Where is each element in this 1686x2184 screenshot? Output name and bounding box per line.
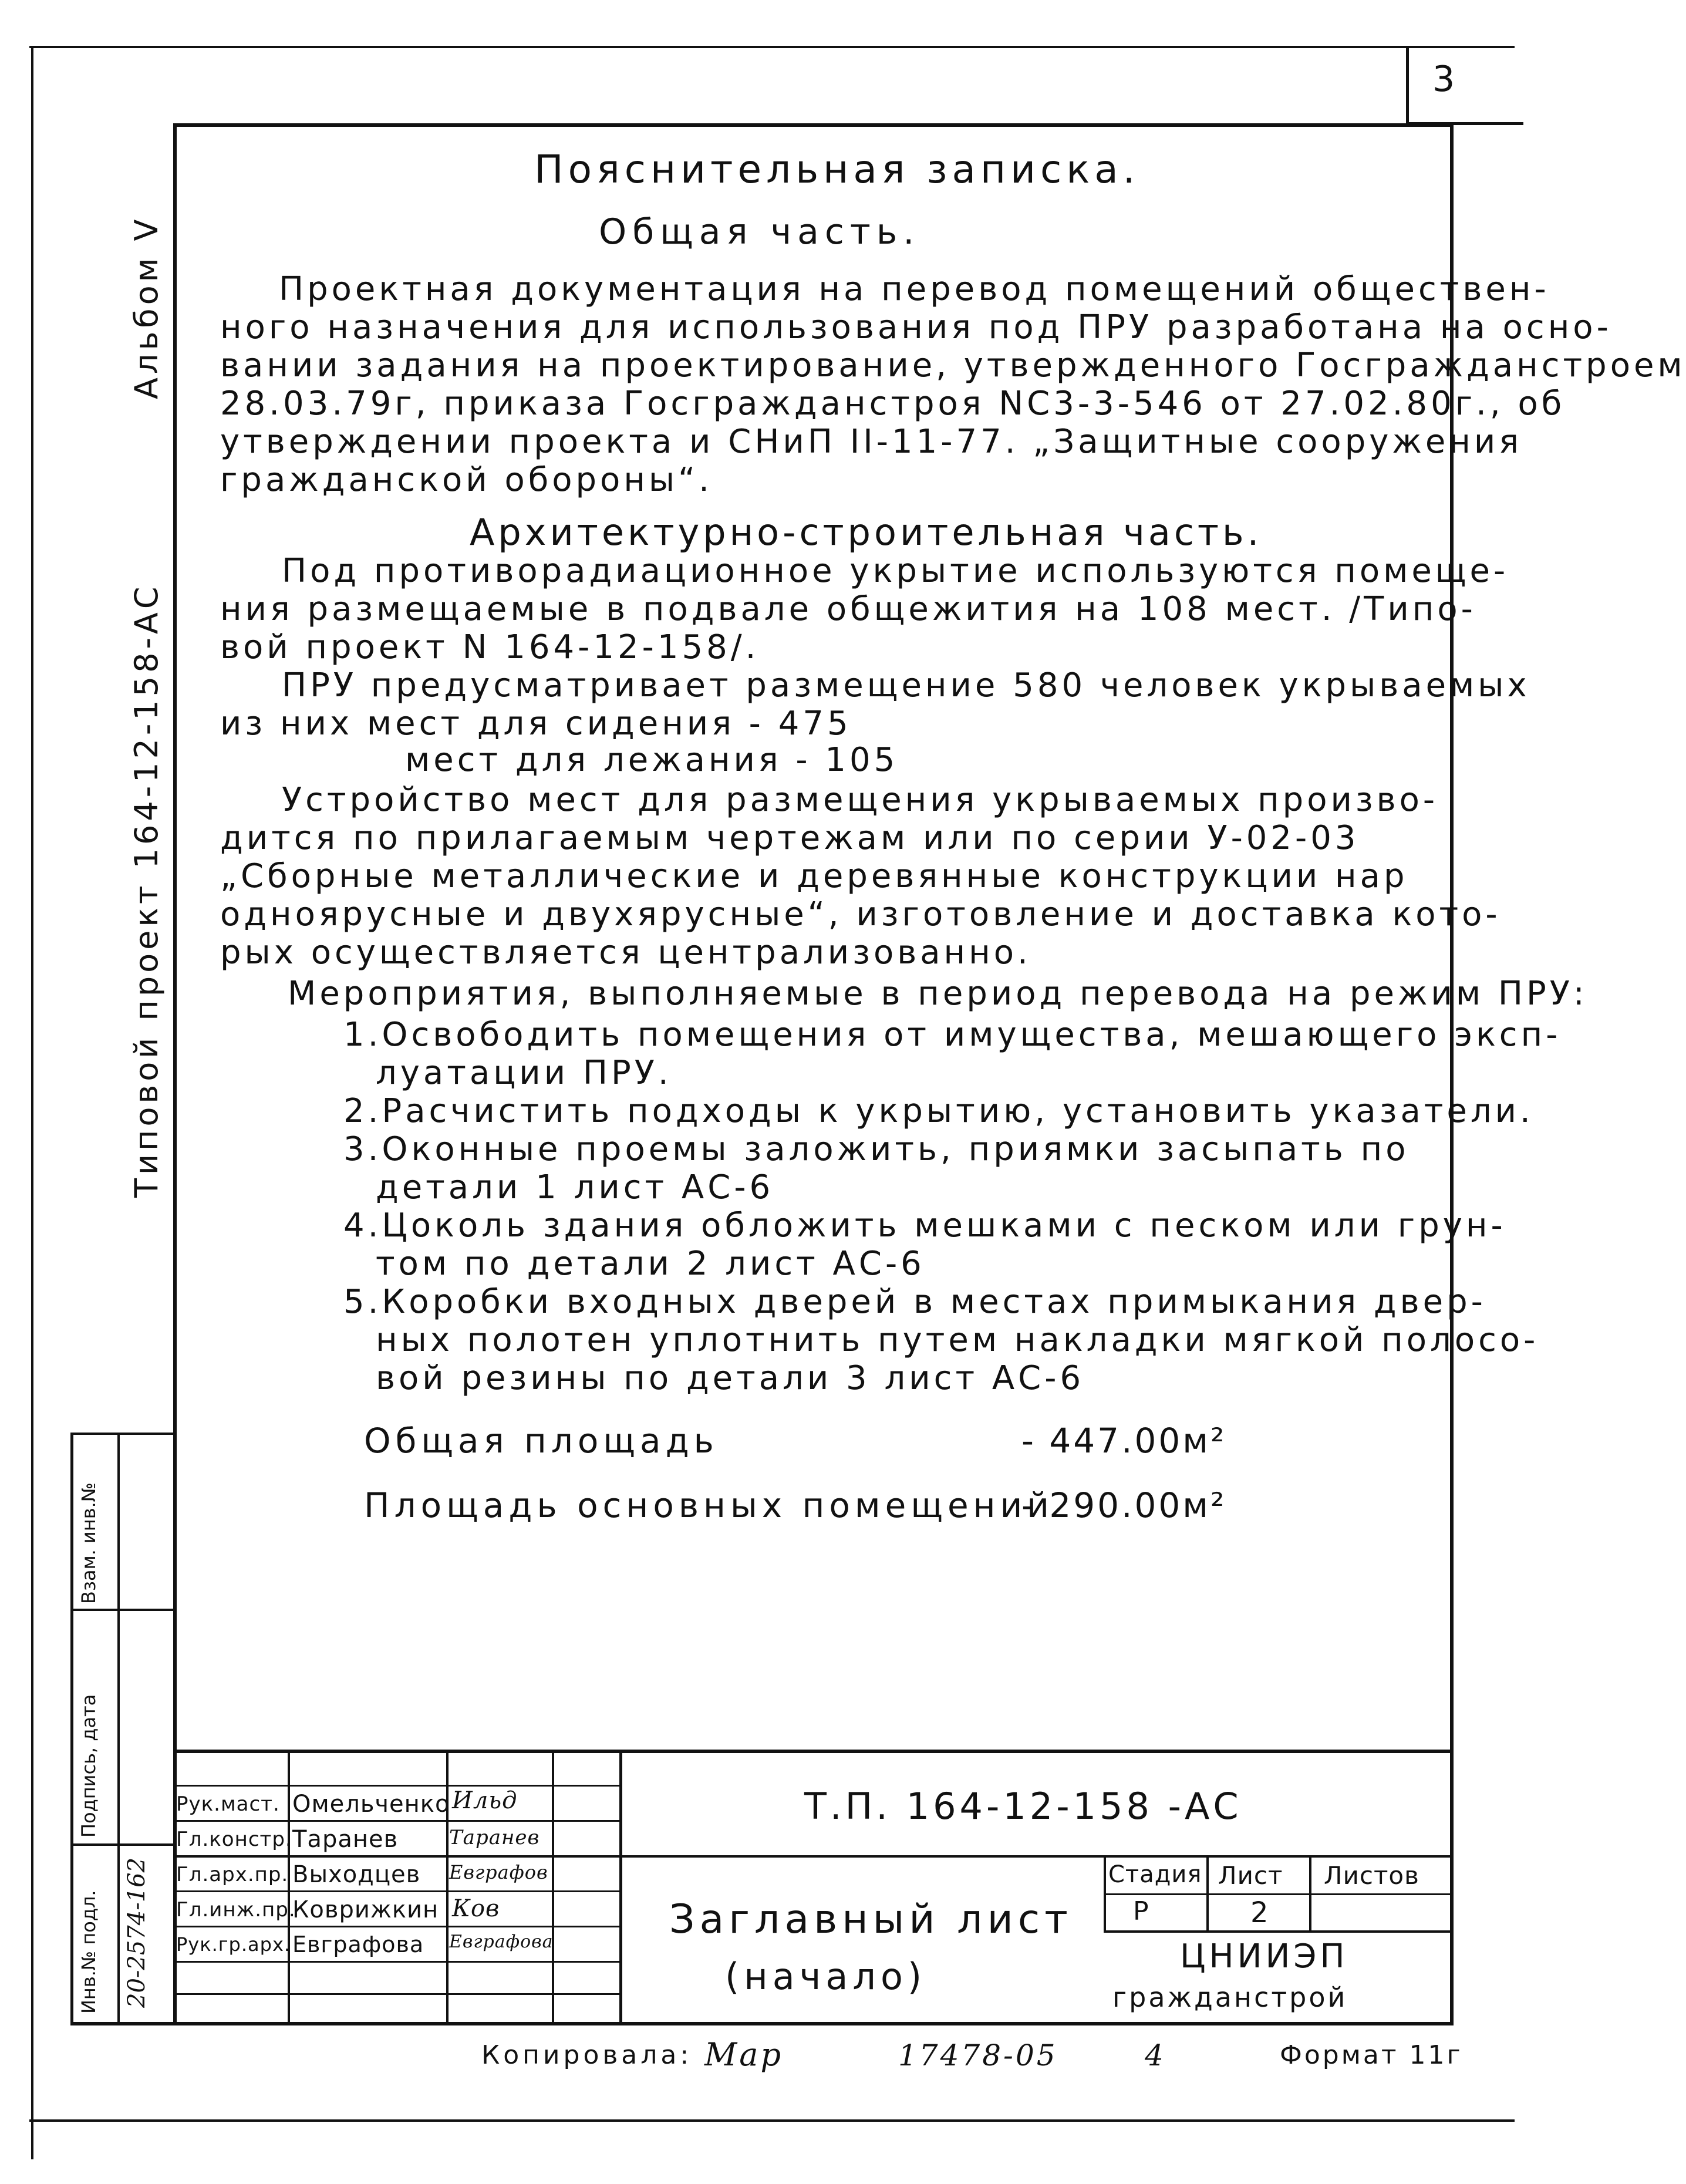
sheets-header: Листов [1324, 1861, 1419, 1890]
stamp-div-1 [70, 1609, 176, 1611]
stamp-label-podpis: Подпись, дата [77, 1694, 100, 1838]
arch-line: ния размещаемые в подвале общежития на 108 мест. /Типо- [220, 590, 1476, 628]
copied-label: Копировала: [481, 2040, 693, 2070]
album-label: Альбом V [128, 215, 165, 399]
arch-line: том по детали 2 лист АС-6 [376, 1245, 925, 1283]
tb-line-v1 [288, 1750, 290, 2025]
frame-left [173, 123, 177, 2025]
role-label: Рук.маст. [176, 1792, 280, 1816]
stamp-label-vzam: Взам. инв.№ [77, 1482, 100, 1604]
sheet-title-line2: (начало) [725, 1955, 927, 1998]
document-title: Пояснительная записка. [534, 147, 1140, 192]
tb-line-v3 [552, 1750, 554, 2025]
stamp-strip-left [70, 1433, 73, 2025]
sheet-value: 2 [1250, 1896, 1269, 1929]
arch-line: рых осуществляется централизованно. [220, 933, 1031, 972]
section-arch-title: Архитектурно-строительная часть. [470, 511, 1263, 554]
arch-line: „Сборные металлические и деревянные конструкции нар [220, 857, 1408, 895]
outer-top-line [29, 46, 1515, 48]
frame-top [173, 123, 1453, 127]
arch-line: Мероприятия, выполняемые в период перевода на режим ПРУ: [288, 975, 1588, 1013]
role-name: Таранев [292, 1826, 399, 1853]
tb-line-v4 [619, 1750, 622, 2025]
stage-header: Стадия [1108, 1861, 1202, 1888]
general-line: Проектная документация на перевод помещений обществен- [279, 270, 1550, 308]
general-line: ного назначения для использования под ПРУ разработана на осно- [220, 308, 1612, 346]
arch-line: луатации ПРУ. [376, 1054, 672, 1092]
role-label: Рук.гр.арх. [176, 1933, 291, 1956]
arch-line: ПРУ предусматривает размещение 580 человек укрываемых [282, 666, 1530, 705]
role-signature: Евграфова [449, 1932, 554, 1952]
stage-value: Р [1133, 1896, 1149, 1926]
role-label: Гл.арх.пр. [176, 1863, 289, 1886]
role-label: Гл.констр. [176, 1828, 292, 1851]
arch-line: Устройство мест для размещения укрываемых произво- [282, 781, 1439, 819]
arch-line: 5.Коробки входных дверей в местах примыкания двер- [343, 1283, 1486, 1321]
general-line: утверждении проекта и СНиП II-11-77. „Защитные сооружения [220, 423, 1522, 461]
role-name: Омельченко [292, 1791, 450, 1818]
arch-line: 2.Расчистить подходы к укрытию, установить указатели. [343, 1092, 1534, 1130]
tb-line-top [173, 1750, 1453, 1753]
arch-line: из них мест для сидения - 475 [220, 705, 852, 743]
general-line: гражданской обороны“. [220, 461, 713, 499]
archive-number: 17478-05 [898, 2038, 1058, 2072]
outer-bottom-line [29, 2119, 1515, 2122]
role-signature: Евграфов [449, 1861, 548, 1883]
area-total-label: Общая площадь [364, 1421, 719, 1461]
arch-line: одноярусные и двухярусные“, изготовление и доставка кото- [220, 895, 1501, 933]
stamp-strip-mid [117, 1433, 120, 2025]
outer-left-line [31, 46, 33, 2159]
role-signature: Таранев [449, 1826, 540, 1849]
role-signature: Ков [452, 1895, 500, 1922]
role-name: Выходцев [292, 1861, 421, 1888]
stamp-div-2 [70, 1843, 176, 1846]
arch-line: 4.Цоколь здания обложить мешками с песком или грун- [343, 1206, 1506, 1245]
arch-line: вой резины по детали 3 лист АС-6 [376, 1359, 1085, 1397]
arch-line: дится по прилагаемым чертежам или по серии У-02-03 [220, 819, 1360, 857]
frame-bottom [70, 2022, 1454, 2025]
role-label: Гл.инж.пр. [176, 1898, 296, 1922]
area-total-value: - 447.00м² [1021, 1421, 1227, 1461]
general-line: 28.03.79г, приказа Госгражданстроя NC3-3-546 от 27.02.80г., об [220, 385, 1566, 423]
organization-line2: гражданстрой [1112, 1981, 1348, 2013]
copied-signature: Мар [704, 2036, 784, 2073]
page-number: 3 [1432, 59, 1458, 100]
section-general-title: Общая часть. [599, 211, 920, 252]
tb-line-h3 [173, 1855, 1453, 1858]
area-main-label: Площадь основных помещений [364, 1485, 1054, 1525]
footer-page: 4 [1145, 2038, 1166, 2072]
stamp-label-inv: Инв.№ подл. [77, 1890, 100, 2014]
document-code: Т.П. 164-12-158 -АС [804, 1785, 1242, 1828]
arch-line: 1.Освободить помещения от имущества, мешающего эксп- [343, 1016, 1562, 1054]
arch-line: вой проект N 164-12-158/. [220, 628, 760, 666]
tb-stage-h2 [1104, 1930, 1453, 1933]
sheet-title-line1: Заглавный лист [669, 1896, 1073, 1943]
general-line: вании задания на проектирование, утвержденного Госгражданстроем [220, 346, 1686, 385]
format-label: Формат 11г [1280, 2040, 1463, 2070]
arch-line: детали 1 лист АС-6 [376, 1168, 774, 1206]
arch-line: ных полотен уплотнить путем накладки мягкой полосо- [376, 1321, 1539, 1359]
tb-stage-h1 [1104, 1893, 1453, 1895]
role-name: Коврижкин [292, 1896, 439, 1923]
stamp-strip-top [70, 1433, 176, 1435]
role-name: Евграфова [292, 1932, 424, 1957]
arch-line: Под противорадиационное укрытие используются помеще- [282, 552, 1509, 590]
organization-line1: ЦНИИЭП [1180, 1937, 1348, 1976]
sheet-header: Лист [1218, 1861, 1283, 1890]
page-number-box-left [1406, 47, 1409, 123]
arch-line: мест для лежания - 105 [405, 741, 899, 779]
arch-line: 3.Оконные проемы заложить, приямки засыпать по [343, 1130, 1410, 1168]
area-main-value: - 290.00м² [1021, 1485, 1227, 1525]
project-label: Типовой проект 164-12-158-АС [128, 583, 165, 1198]
inv-number: 20-2574-162 [123, 1857, 150, 2008]
role-signature: Ильд [452, 1787, 518, 1814]
